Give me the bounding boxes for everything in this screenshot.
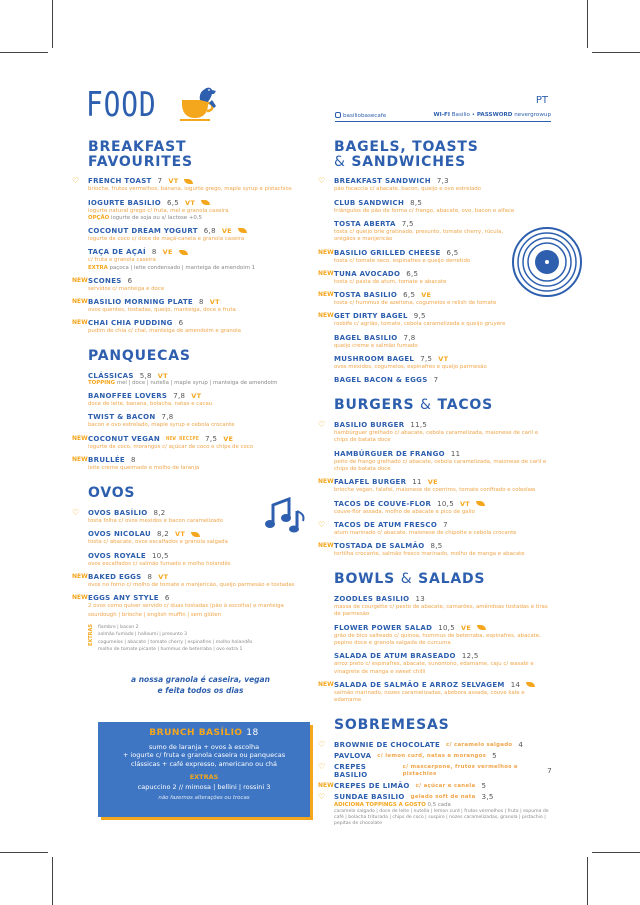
new-badge: NEW bbox=[72, 276, 88, 284]
page-title: FOOD bbox=[86, 85, 157, 125]
menu-item: TAÇA DE AÇAÍ 8 VE c/ fruta e granola caseira EXTRA paçoca | leite condensado | manteiga de amendoim 1 bbox=[88, 248, 256, 271]
favourite-heart-icon: ♡ bbox=[318, 420, 326, 430]
brunch-box: BRUNCH BASÍLIO 18 sumo de laranja + ovos à escolha + iogurte c/ fruta e granola caseira ou panquecas clássicas + café expresso, americano ou chá EXTRAS capuccino 2 // mimosa | bellini | rossini 3 não fazemos alterações ou trocas bbox=[98, 722, 310, 817]
section-title-breakfast: BREAKFAST FAVOURITES bbox=[88, 139, 193, 170]
toppings-list: caramelo salgado | doce de leite | nutella | lemon curd | frutos vermelhos | fruta | espuma de café | bolacha triturada | chips de coco | suspiro | nozes caramelizadas, granola | pistachio | pepitas de chocolate bbox=[334, 809, 549, 827]
granola-note: a nossa granola é caseira, vegan e feita todos os dias bbox=[131, 675, 270, 695]
menu-item: BANOFFEE LOVERS 7,8 VT doce de leite, banana, bolacha, natas e cacau bbox=[88, 392, 213, 408]
section-title-bagels: BAGELS, TOASTS & SANDWICHES bbox=[334, 139, 479, 170]
menu-item: NEW GET DIRTY BAGEL 9,5 rosbife c/ agrião, tomate, cebola caramelizada e queijo gruyère bbox=[318, 312, 506, 328]
menu-item: NEW EGGS ANY STYLE 6 2 ovos como quiser servido c/ duas tostadas (pão à escolha) e manteiga sourdough | brioche | english muffin | sem glúten bbox=[72, 594, 284, 618]
menu-item: ♡ BROWNIE DE CHOCOLATE c/ caramelo salgado 4 bbox=[318, 740, 524, 750]
wifi-info: WI-FI Basilio • PASSWORD nevergrowup bbox=[433, 112, 551, 118]
language-indicator: PT bbox=[535, 95, 548, 106]
menu-header-logo bbox=[86, 85, 222, 125]
menu-item: TOSTA ABERTA 7,5 tosta c/ queijo brie gratinado, presunto, tomate cherry, rúcula, orégãos e manjericão bbox=[334, 219, 504, 243]
menu-item: ♡ BREAKFAST SANDWICH 7,3 pão focaccia c/ abacate, bacon, queijo e ovo estrelado bbox=[318, 176, 481, 193]
menu-item: ZOODLES BASILIO 13 massa de courgette c/ pesto de abacate, camarões, amêndoas tostadas e tiras de parmesão bbox=[334, 595, 548, 618]
brunch-description: sumo de laranja + ovos à escolha + iogurte c/ fruta e granola caseira ou panquecas clássicas + café expresso, americano ou chá bbox=[122, 743, 286, 768]
menu-item: ♡ OVOS BASÍLIO 8,2 tosta folha c/ ovos mexidos e bacon caramelizado bbox=[72, 508, 224, 525]
new-badge: NEW bbox=[72, 456, 88, 464]
menu-item: NEW COCONUT VEGAN NEW RECIPE 7,5 VE iogurte de coco, morangos c/ açúcar de coco e chips de coco bbox=[72, 434, 254, 450]
menu-item: NEW TOSTA BASILIO 6,5 VE tosta c/ hummus de azeitona, cogumelos e relish de tomate bbox=[318, 291, 497, 307]
favourite-heart-icon: ♡ bbox=[318, 176, 326, 186]
new-badge: NEW bbox=[318, 269, 334, 277]
menu-item: BAGEL BACON & EGGS 7 bbox=[334, 376, 439, 385]
new-badge: NEW bbox=[72, 572, 88, 580]
menu-item: SALADA DE ATUM BRASEADO 12,5 arroz preto c/ espinafres, abacate, sunomono, edamame, caju c/ wasabi e vinagrete de manga e sweet chilli bbox=[334, 652, 534, 675]
section-title-burgers: BURGERS & TACOS bbox=[334, 397, 493, 414]
menu-item: BAGEL BASILIO 7,8 queijo creme e salmão fumado bbox=[334, 333, 418, 349]
menu-item: NEW TUNA AVOCADO 6,5 tosta c/ pasta de atum, tomate e abacate bbox=[318, 269, 447, 285]
favourite-heart-icon: ♡ bbox=[318, 762, 326, 772]
leaf-icon bbox=[184, 179, 193, 184]
menu-item: NEW BASILIO MORNING PLATE 8 VT ovos quentes, tostadas, queijo, manteiga, doce e fruta bbox=[72, 297, 236, 313]
menu-item: NEW TOSTADA DE SALMÃO 8,5 tortilha crocante, salmão fresco marinado, molho de manga e abacate bbox=[318, 542, 525, 558]
new-badge: NEW bbox=[318, 291, 334, 299]
coffee-cup-dog-icon bbox=[178, 86, 222, 122]
section-title-ovos: OVOS bbox=[88, 485, 136, 502]
leaf-icon bbox=[238, 228, 247, 233]
favourite-heart-icon: ♡ bbox=[72, 176, 80, 186]
new-badge: NEW bbox=[318, 312, 334, 320]
menu-item: NEW FALAFEL BURGER 11 VE brioche vegan, falafel, maionese de coentros, tomate confitado e coleslaw bbox=[318, 478, 536, 494]
menu-item: NEW SCONES 6 servidos c/ manteiga e doce bbox=[72, 276, 165, 292]
toppings-header: ADICIONA TOPPINGS A GOSTO 0,5 cada bbox=[334, 802, 451, 809]
menu-item: PAVLOVA c/ lemon curd, natas e morangos 5 bbox=[334, 752, 497, 761]
menu-item: NEW SALADA DE SALMÃO E ARROZ SELVAGEM 14 salmão marinado, nozes caramelizadas, abóbora assada, couve kale e edamame bbox=[334, 681, 552, 705]
favourite-heart-icon: ♡ bbox=[318, 792, 326, 802]
leaf-icon bbox=[526, 682, 535, 687]
menu-item: CLÁSSICAS 5,8 VT TOPPING mel | doce | nutella | maple syrup | manteiga de amendoim bbox=[88, 372, 278, 387]
menu-item: NEW BASILIO GRILLED CHEESE 6,5 tosta c/ tomate seco, espinafres e queijo derretido bbox=[318, 248, 471, 264]
favourite-heart-icon: ♡ bbox=[72, 508, 80, 518]
menu-item: IOGURTE BASILIO 6,5 VT iogurte natural grego c/ fruta, mel e granola caseira OPÇÃO iogurte de soja ou s/ lactose +0,5 bbox=[88, 198, 229, 221]
menu-item: TACOS DE COUVE-FLOR 10,5 VT couve-flor assada, molho de abacate e pico de gallo bbox=[334, 500, 552, 516]
menu-item: OVOS NICOLAU 8,2 VT tosta c/ abacate, ovos escalfados e granola salgada bbox=[88, 530, 228, 546]
favourite-heart-icon: ♡ bbox=[318, 519, 326, 529]
menu-item: ♡ FRENCH TOAST 7 VT brioche, frutos vermelhos, banana, iogurte grego, maple syrup e pistachios bbox=[72, 176, 292, 193]
section-title-bowls: BOWLS & SALADS bbox=[334, 571, 486, 588]
leaf-icon bbox=[477, 625, 486, 630]
new-badge: NEW bbox=[318, 542, 334, 550]
leaf-icon bbox=[201, 200, 210, 205]
new-badge: NEW bbox=[318, 478, 334, 486]
header-info-line bbox=[335, 112, 551, 122]
new-badge: NEW bbox=[72, 594, 88, 602]
new-badge: NEW bbox=[72, 297, 88, 305]
menu-item: COCONUT DREAM YOGURT 6,8 VE iogurte de coco c/ doce de maçã-canela e granola caseira bbox=[88, 227, 313, 243]
vinyl-record-icon bbox=[512, 227, 582, 297]
left-column bbox=[72, 139, 313, 696]
menu-item: FLOWER POWER SALAD 10,5 VE grão de bico salteado c/ quinoa, hummus de beterraba, espinafres, abacate, pepino doce e granola salgada de curcuma bbox=[334, 623, 541, 646]
new-badge: NEW bbox=[318, 248, 334, 256]
new-badge: NEW bbox=[72, 434, 88, 442]
egg-extras: EXTRAS fiambre | bacon 2 salmão fumado | halloumi | presunto 3 cogumelos | abacate | tomate cherry | espinafres | molho holandês molho de tomate picante | hummus de beterraba | ovo extra 1 bbox=[88, 623, 253, 652]
menu-item: NEW BRULLÉE 8 leite crème queimado e molho de laranja bbox=[72, 456, 200, 472]
menu-item: HAMBÚRGUER DE FRANGO 11 peito de frango grelhado c/ abacate, cebola caramelizada, maionese de caril e chips de batata doce bbox=[334, 449, 547, 472]
menu-item: NEW CHAI CHIA PUDDING 6 pudim de chia c/ chai, manteiga de amendoim e granola bbox=[72, 319, 241, 335]
leaf-icon bbox=[179, 250, 188, 255]
new-badge: NEW bbox=[318, 680, 334, 688]
favourite-heart-icon: ♡ bbox=[318, 740, 326, 750]
instagram-handle: basiliobasecafe bbox=[335, 112, 386, 119]
menu-item: NEW BAKED EGGS 8 VT ovos no forno c/ molho de tomate e manjericão, queijo parmesão e tostadas bbox=[72, 572, 295, 588]
new-badge: NEW bbox=[318, 782, 334, 790]
menu-item: MUSHROOM BAGEL 7,5 VT ovos mexidos, cogumelos, espinafres e queijo parmesão bbox=[334, 355, 487, 371]
menu-item: ♡ TACOS DE ATUM FRESCO 7 atum marinado c/ abacate, maionese de chipotle e cebola crocante bbox=[318, 519, 517, 536]
instagram-icon bbox=[335, 112, 341, 118]
new-badge: NEW bbox=[72, 319, 88, 327]
menu-item: ♡ SUNDAE BASILIO gelado soft de nata 3,5 bbox=[318, 792, 494, 802]
section-title-panquecas: PANQUECAS bbox=[88, 348, 191, 365]
leaf-icon bbox=[191, 532, 200, 537]
menu-item: OVOS ROYALE 10,5 ovos escalfados c/ salmão fumado e molho holandês bbox=[88, 551, 231, 567]
menu-item: ♡ CREPES BASILIO c/ mascarpone, frutos vermelhos e pistachios 7 bbox=[318, 762, 552, 780]
music-notes-icon bbox=[265, 495, 307, 533]
menu-item: ♡ BASILIO BURGER 11,5 hambúrguer grelhado c/ abacate, cebola caramelizada, maionese de caril e chips de batata doce bbox=[318, 420, 539, 444]
menu-item: TWIST & BACON 7,8 bacon e ovo estrelado, maple syrup e cebola crocante bbox=[88, 413, 235, 429]
section-title-sobremesas: SOBREMESAS bbox=[334, 717, 450, 734]
menu-item: CLUB SANDWICH 8,5 triângulos de pão de forma c/ frango, abacate, ovo, bacon e alface bbox=[334, 198, 515, 214]
brunch-title: BRUNCH BASÍLIO 18 bbox=[149, 728, 259, 738]
menu-item: NEW CREPES DE LIMÃO c/ açúcar e canela 5 bbox=[318, 782, 487, 791]
leaf-icon bbox=[476, 501, 485, 506]
